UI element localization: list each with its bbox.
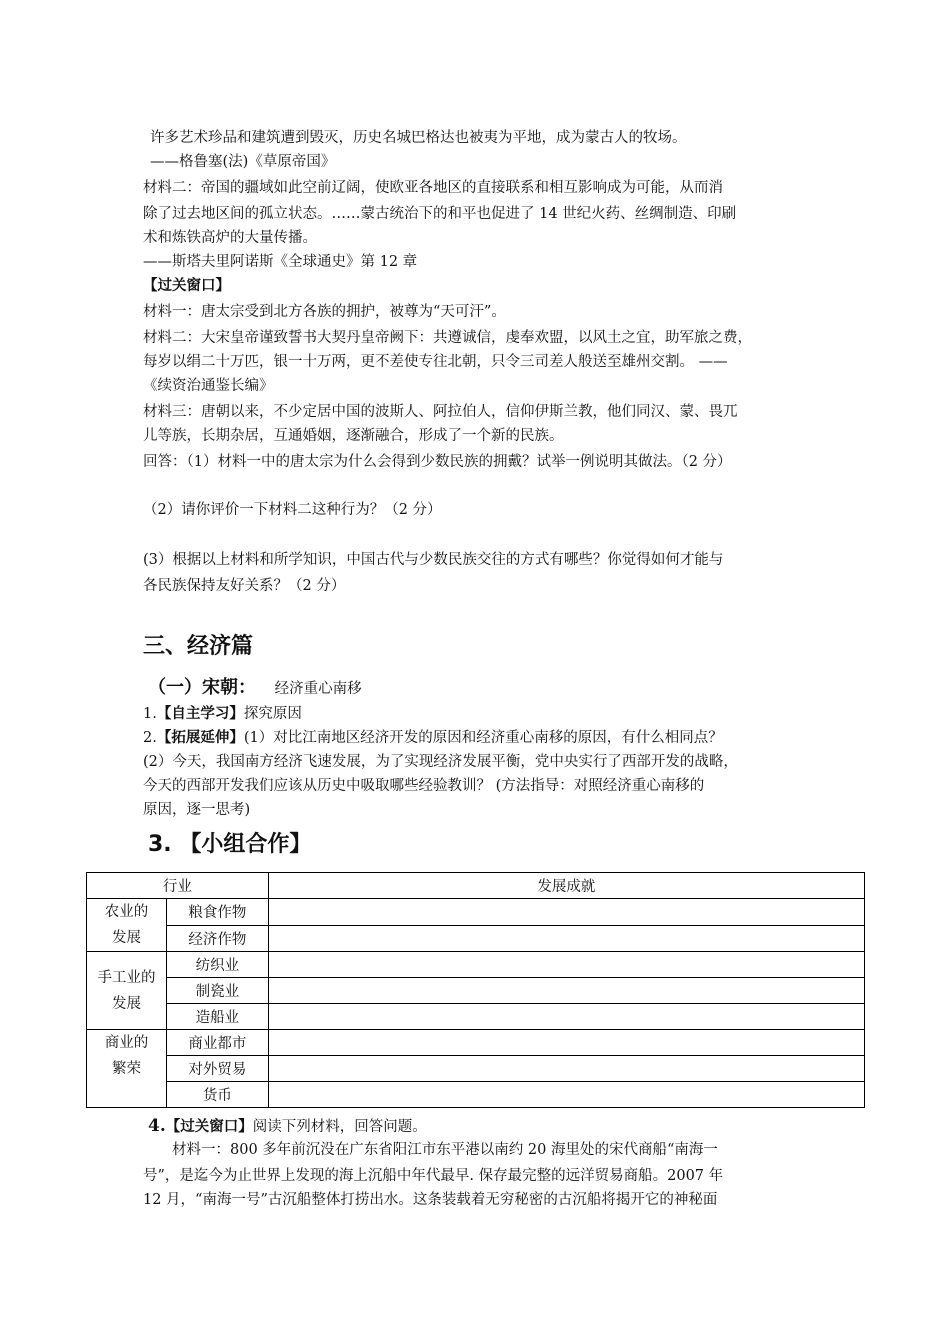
answer-cell[interactable]	[268, 1082, 864, 1108]
group-agriculture: 农业的发展	[87, 899, 167, 952]
table-row	[87, 1056, 865, 1082]
task-label: 【拓展延伸】	[156, 729, 244, 746]
table-row	[87, 1082, 865, 1108]
task-line: (2）今天，我国南方经济飞速发展，为了实现经济发展平衡，党中央实行了西部开发的战略，	[143, 754, 738, 770]
task-text: 探究原因	[243, 706, 302, 722]
material-line: 儿等族，长期杂居，互通婚姻，逐渐融合，形成了一个新的民族。	[143, 428, 564, 444]
answer-cell[interactable]	[268, 899, 864, 926]
header-industry: 行业	[87, 873, 269, 899]
material-line: 材料三：唐朝以来，不少定居中国的波斯人、阿拉伯人，信仰伊斯兰教，他们同汉、蒙、畏兀	[143, 404, 738, 420]
table-row	[87, 899, 865, 926]
question-line: 回答：（1）材料一中的唐太宗为什么会得到少数民族的拥戴？试举一例说明其做法。（2 分）	[143, 454, 732, 470]
task-number: 4.	[148, 1116, 166, 1136]
table-row	[87, 925, 865, 952]
material-line: 12 月，“南海一号”古沉船整体打捞出水。这条装载着无穷秘密的古沉船将揭开它的神秘面	[143, 1192, 718, 1208]
table-row	[87, 952, 865, 978]
subsection-text: 经济重心南移	[274, 681, 362, 697]
task-number: 2.	[143, 730, 157, 746]
task-label: 【自主学习】	[156, 705, 244, 722]
task-line	[143, 702, 302, 726]
window-heading: 【过关窗口】	[143, 277, 230, 294]
row-label: 造船业	[166, 1004, 268, 1030]
row-label: 商业都市	[166, 1030, 268, 1056]
subsection-label: （一）宋朝：	[148, 677, 256, 698]
task-line: 原因，逐一思考)	[143, 802, 251, 818]
answer-cell[interactable]	[268, 1030, 864, 1056]
answer-cell[interactable]	[268, 978, 864, 1004]
question-line: （2）请你评价一下材料二这种行为？（2 分）	[143, 502, 442, 518]
text-line: 材料二：帝国的疆域如此空前辽阔，使欧亚各地区的直接联系和相互影响成为可能，从而消	[143, 180, 723, 196]
row-label: 经济作物	[166, 925, 268, 952]
table-row	[87, 1004, 865, 1030]
task-line: 今天的西部开发我们应该从历史中吸取哪些经验教训？ (方法指导：对照经济重心南移的	[143, 778, 705, 794]
answer-cell[interactable]	[268, 925, 864, 952]
group-handicraft: 手工业的发展	[87, 952, 167, 1030]
row-label: 制瓷业	[166, 978, 268, 1004]
material-line: 每岁以绢二十万匹，银一十万两，更不差使专往北朝，只令三司差人般送至雄州交割。 ——	[143, 354, 728, 370]
header-achievement: 发展成就	[268, 873, 864, 899]
row-label: 粮食作物	[166, 899, 268, 926]
row-label: 货币	[166, 1082, 268, 1108]
group-task-title: 3. 【小组合作】	[148, 832, 312, 857]
task-label: 【过关窗口】	[165, 1118, 253, 1135]
subsection-title	[148, 676, 362, 701]
task-number: 1.	[143, 706, 157, 722]
material-line: 材料二：大宋皇帝谨致誓书大契丹皇帝阙下：共遵诚信，虔奉欢盟，以风土之宜，助军旅之费，	[143, 330, 752, 346]
material-line: 材料一：唐太宗受到北方各族的拥护，被尊为“天可汗”。	[143, 304, 506, 320]
question-line: (3）根据以上材料和所学知识，中国古代与少数民族交往的方式有哪些？你觉得如何才能与	[143, 552, 724, 568]
answer-cell[interactable]	[268, 1004, 864, 1030]
table-row	[87, 1030, 865, 1056]
achievement-table	[86, 872, 865, 1108]
citation-line: ——斯塔夫里阿诺斯《全球通史》第 12 章	[143, 254, 418, 270]
material-line: 材料一：800 多年前沉没在广东省阳江市东平港以南约 20 海里处的宋代商船“南海一	[172, 1142, 718, 1158]
question-line: 各民族保持友好关系？（2 分）	[143, 578, 346, 594]
answer-cell[interactable]	[268, 1056, 864, 1082]
group-commerce: 商业的繁荣	[87, 1030, 167, 1108]
text-line: 许多艺术珍品和建筑遭到毁灭，历史名城巴格达也被夷为平地，成为蒙古人的牧场。	[150, 130, 687, 146]
task-text: (1）对比江南地区经济开发的原因和经济重心南移的原因，有什么相同点？	[243, 730, 723, 746]
answer-cell[interactable]	[268, 952, 864, 978]
section-title: 三、经济篇	[143, 634, 254, 659]
table-row	[87, 978, 865, 1004]
task-text: 阅读下列材料，回答问题。	[252, 1119, 427, 1135]
row-label: 纺织业	[166, 952, 268, 978]
citation-line: ——格鲁塞(法)《草原帝国》	[150, 154, 336, 170]
text-line: 术和炼铁高炉的大量传播。	[143, 230, 317, 246]
task-line	[148, 1114, 427, 1139]
material-line: 号”，是迄今为止世界上发现的海上沉船中年代最早. 保存最完整的远洋贸易商船。2007 年	[143, 1168, 724, 1184]
material-line: 《续资治通鉴长编》	[143, 378, 274, 394]
table-header-row	[87, 873, 865, 899]
task-line	[143, 726, 723, 750]
text-line: 除了过去地区间的孤立状态。……蒙古统治下的和平也促进了 14 世纪火药、丝绸制造、印刷	[143, 206, 737, 222]
row-label: 对外贸易	[166, 1056, 268, 1082]
